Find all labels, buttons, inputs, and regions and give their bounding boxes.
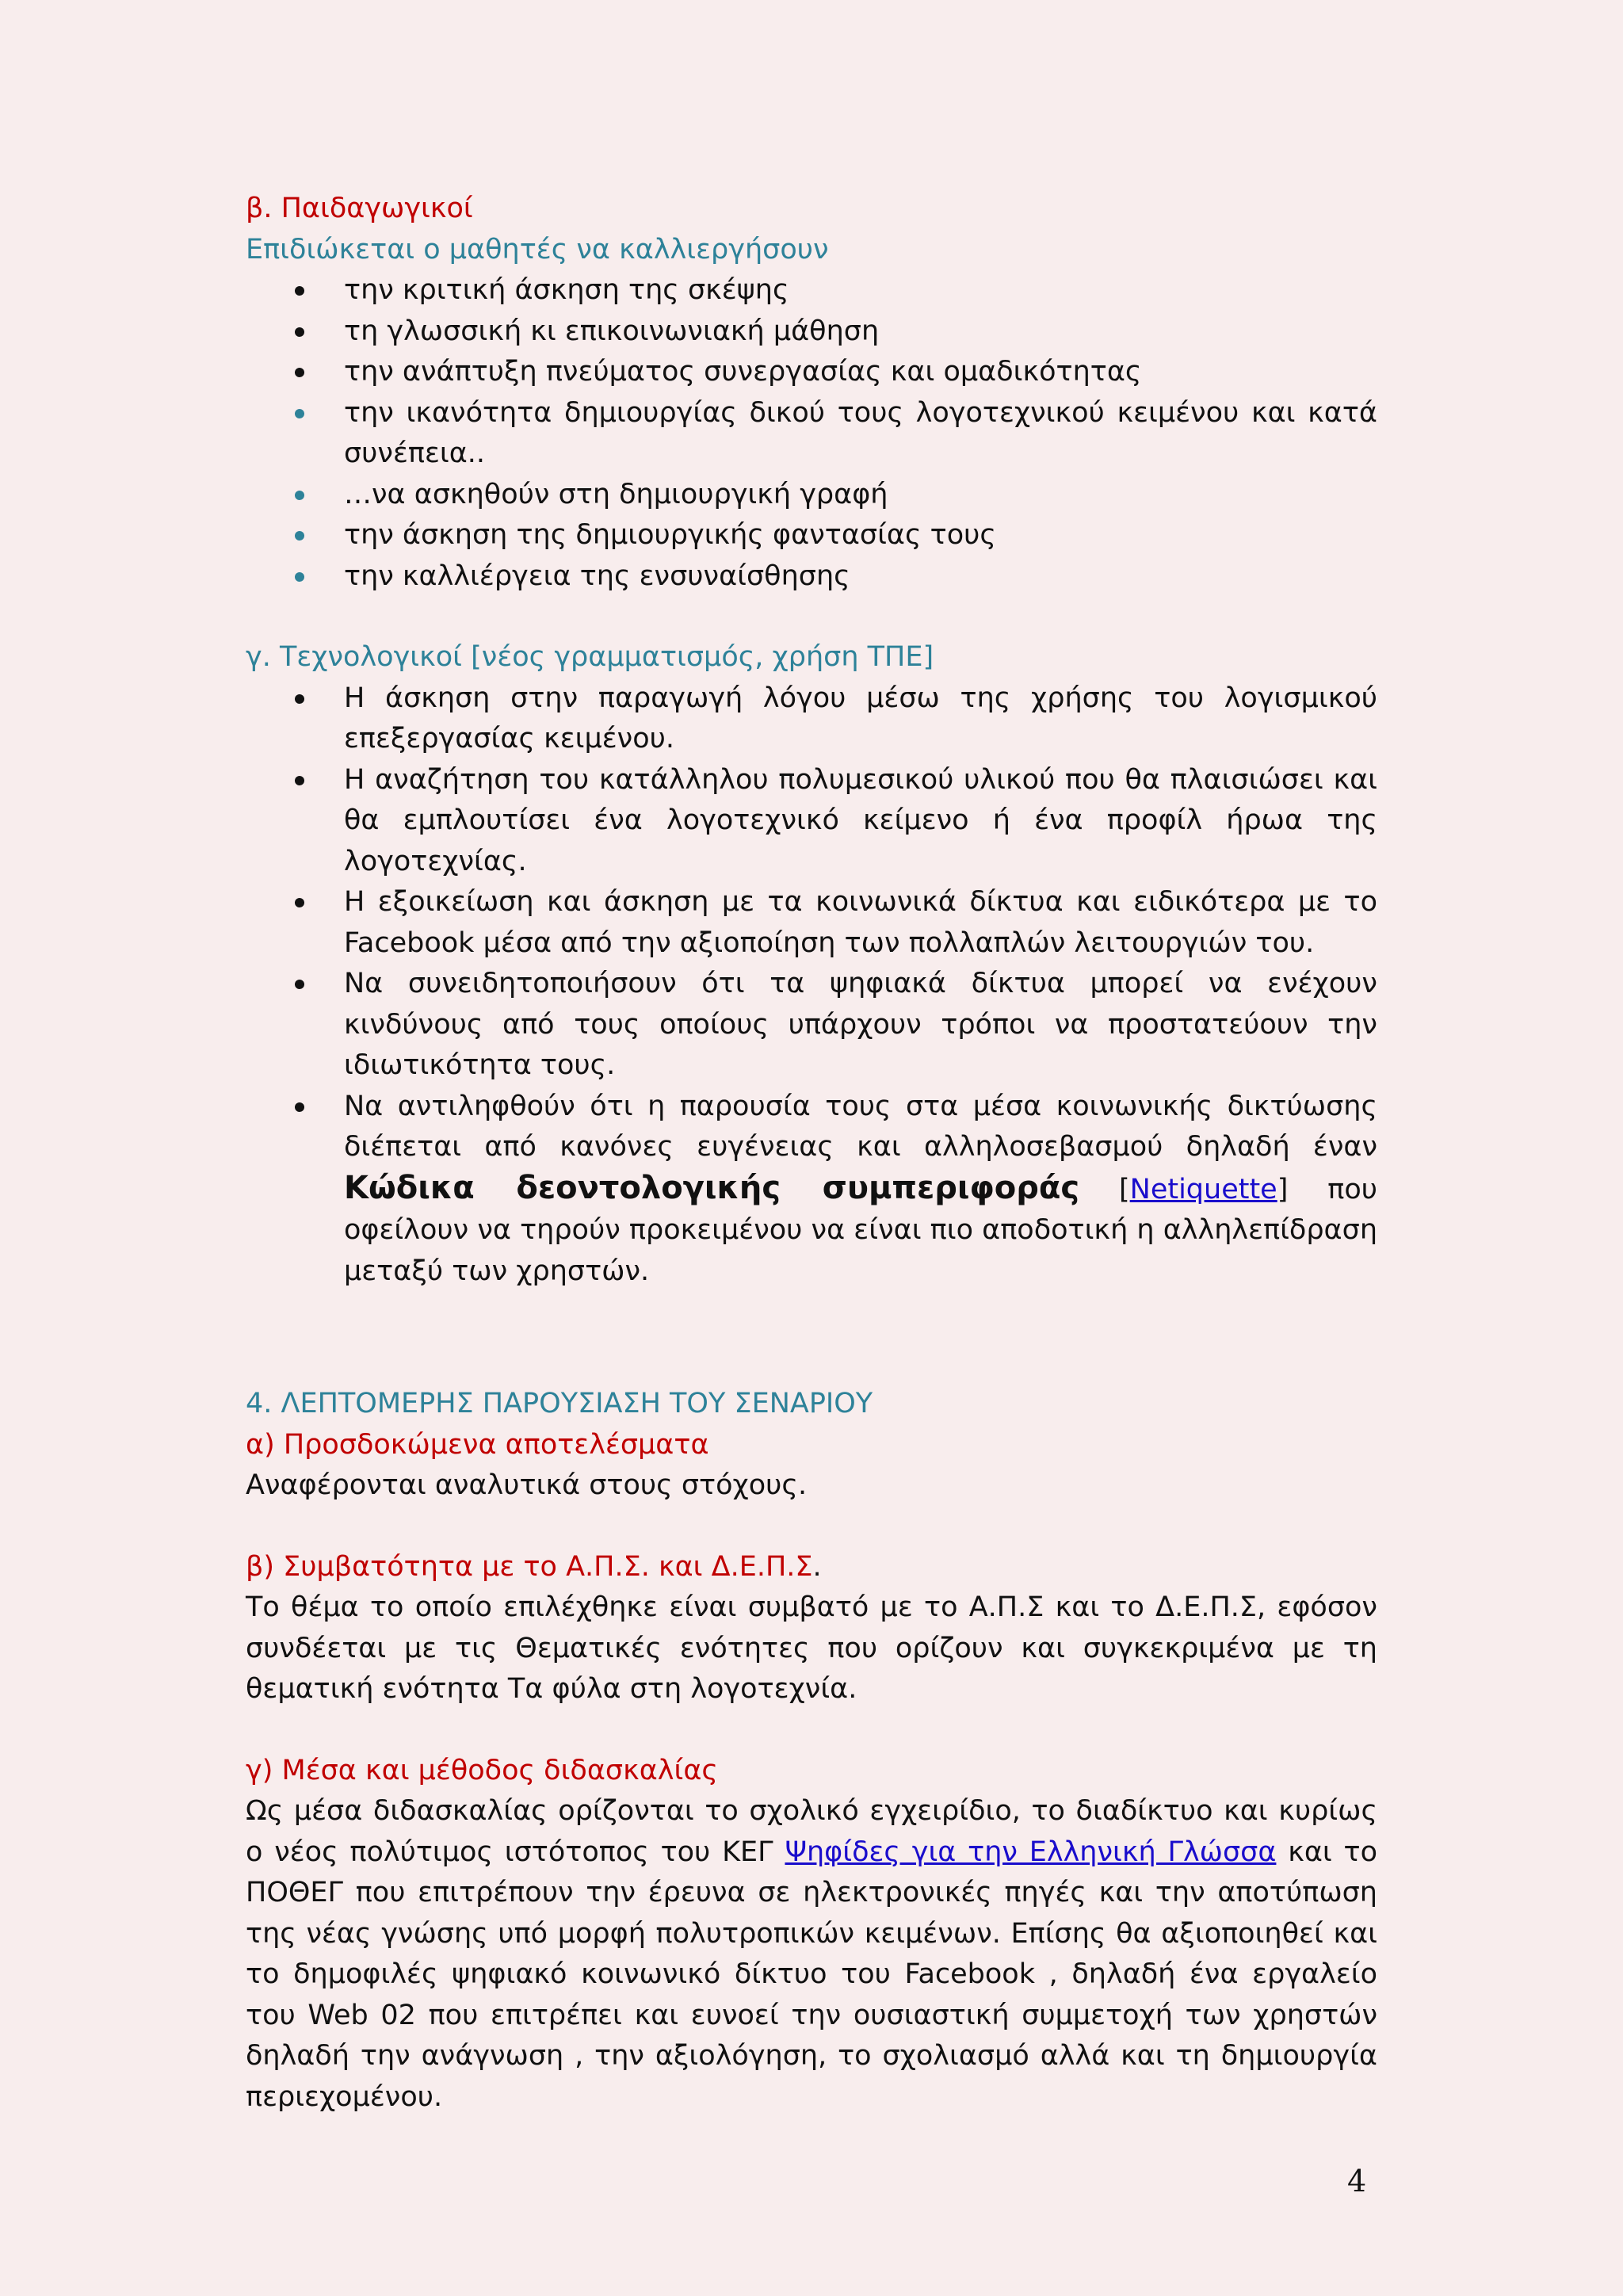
list-item-text: Να συνειδητοποιήσουν ότι τα ψηφιακά δίκτυα μπορεί να ενέχουν κινδύνους από τους οποίους υπάρχουν τρόποι να προστατεύουν την ιδιωτικότητα τους. — [344, 968, 1377, 1081]
subsection-b-text: Το θέμα το οποίο επιλέχθηκε είναι συμβατό με το Α.Π.Σ και το Δ.Ε.Π.Σ, εφόσον συνδέεται με τις Θεματικές ενότητες που ορίζουν και συγκεκριμένα με τη θεματική ενότητα Τα φύλα στη λογοτεχνία. — [246, 1591, 1377, 1705]
list-item-text: την καλλιέργεια της ενσυναίσθησης — [344, 560, 850, 592]
list-item-text: Η εξοικείωση και άσκηση με τα κοινωνικά δίκτυα και ειδικότερα με το Facebook μέσα από την αξιοποίηση των πολλαπλών λειτουργιών του. — [344, 886, 1377, 959]
list-item — [246, 515, 1377, 556]
list-item — [246, 352, 1377, 393]
subsection-a-text: Αναφέρονται αναλυτικά στους στόχους. — [246, 1469, 808, 1501]
section-b-list — [246, 270, 1377, 597]
bullet-icon — [295, 898, 304, 907]
page-number: 4 — [1347, 2164, 1367, 2199]
code-of-conduct-text: Κώδικα δεοντολογικής συμπεριφοράς — [344, 1169, 1080, 1206]
list-item-text: Η άσκηση στην παραγωγή λόγου μέσω της χρήσης του λογισμικού επεξεργασίας κειμένου. — [344, 682, 1377, 755]
list-item-text: την κριτική άσκηση της σκέψης — [344, 274, 789, 306]
list-item-text: …να ασκηθούν στη δημιουργική γραφή — [344, 478, 888, 510]
section-b-heading: β. Παιδαγωγικοί — [246, 193, 473, 224]
list-item-text: την ανάπτυξη πνεύματος συνεργασίας και ομαδικότητας — [344, 356, 1142, 388]
bullet-icon — [295, 286, 304, 296]
section-c-heading: γ. Τεχνολογικοί [νέος γραμματισμός, χρήση ΤΠΕ] — [246, 641, 934, 673]
list-item-text: Να αντιληφθούν ότι η παρουσία τους στα μέσα κοινωνικής δικτύωσης διέπεται από κανόνες ευγένειας και αλληλοσεβασμού δηλαδή έναν — [344, 1090, 1377, 1163]
subsection-c-heading: γ) Μέσα και μέθοδος διδασκαλίας — [246, 1754, 718, 1786]
netiquette-link[interactable]: Netiquette — [1129, 1173, 1277, 1205]
list-item — [246, 475, 1377, 516]
bullet-icon — [295, 531, 304, 541]
list-item — [246, 270, 1377, 311]
bullet-icon — [295, 491, 304, 500]
list-item-text: την άσκηση της δημιουργικής φαντασίας τους — [344, 519, 996, 551]
page-content — [246, 189, 1377, 2118]
bullet-icon — [295, 694, 304, 704]
subsection-b-heading: β) Συμβατότητα με το Α.Π.Σ. και Δ.Ε.Π.Σ. — [246, 1550, 822, 1583]
bullet-icon — [295, 1102, 304, 1112]
bullet-icon — [295, 572, 304, 582]
psifides-link[interactable]: Ψηφίδες για την Ελληνική Γλώσσα — [785, 1836, 1277, 1868]
list-item — [246, 311, 1377, 353]
list-item — [246, 882, 1377, 964]
list-item — [246, 760, 1377, 883]
list-item — [246, 393, 1377, 475]
section-c-list — [246, 678, 1377, 1293]
bullet-icon — [295, 409, 304, 418]
section-b-intro: Επιδιώκεται ο μαθητές να καλλιεργήσουν — [246, 233, 829, 266]
list-item-text: Η αναζήτηση του κατάλληλου πολυμεσικού υλικού που θα πλαισιώσει και θα εμπλουτίσει ένα λογοτεχνικό κείμενο ή ένα προφίλ ήρωα της λογοτεχνίας. — [344, 763, 1377, 877]
bullet-icon — [295, 368, 304, 377]
bullet-icon — [295, 327, 304, 337]
bullet-icon — [295, 776, 304, 785]
list-item — [246, 556, 1377, 598]
list-item — [246, 678, 1377, 760]
subsection-a-heading: α) Προσδοκώμενα αποτελέσματα — [246, 1428, 709, 1461]
bullet-icon — [295, 980, 304, 989]
list-item-text: τη γλωσσική κι επικοινωνιακή μάθηση — [344, 315, 880, 347]
list-item: Να αντιληφθούν ότι η παρουσία τους στα μέσα κοινωνικής δικτύωσης διέπεται από κανόνες ευγένειας και αλληλοσεβασμού δηλαδή έναν Κώδικα δεοντολογικής συμπεριφοράς [Netiquette] που οφείλουν να τηρούν προκειμένου να είναι πιο αποδοτική η αλληλεπίδραση μεταξύ των χρηστών. — [246, 1087, 1377, 1293]
section-4-heading: 4. ΛΕΠΤΟΜΕΡΗΣ ΠΑΡΟΥΣΙΑΣΗ ΤΟΥ ΣΕΝΑΡΙΟΥ — [246, 1388, 873, 1419]
list-item — [246, 964, 1377, 1087]
subsection-c-text: Ως μέσα διδασκαλίας ορίζονται το σχολικό εγχειρίδιο, το διαδίκτυο και κυρίως ο νέος πολύτιμος ιστότοπος του ΚΕΓ Ψηφίδες για την Ελληνική Γλώσσα και το ΠΟΘΕΓ που επιτρέπουν την έρευνα σε ηλεκτρονικές πηγές και την αποτύπωση της νέας γνώσης υπό μορφή πολυτροπικών κειμένων. Επίσης θα αξιοποιηθεί και το δημοφιλές ψηφιακό κοινωνικό δίκτυο του Facebook , δηλαδή ένα εργαλείο του Web 02 που επιτρέπει και ευνοεί την ουσιαστική συμμετοχή των χρηστών δηλαδή την ανάγνωση , την αξιολόγηση, το σχολιασμό αλλά και τη δημιουργία περιεχομένου. — [246, 1795, 1378, 2113]
list-item-text: την ικανότητα δημιουργίας δικού τους λογοτεχνικού κειμένου και κατά συνέπεια.. — [344, 396, 1377, 469]
